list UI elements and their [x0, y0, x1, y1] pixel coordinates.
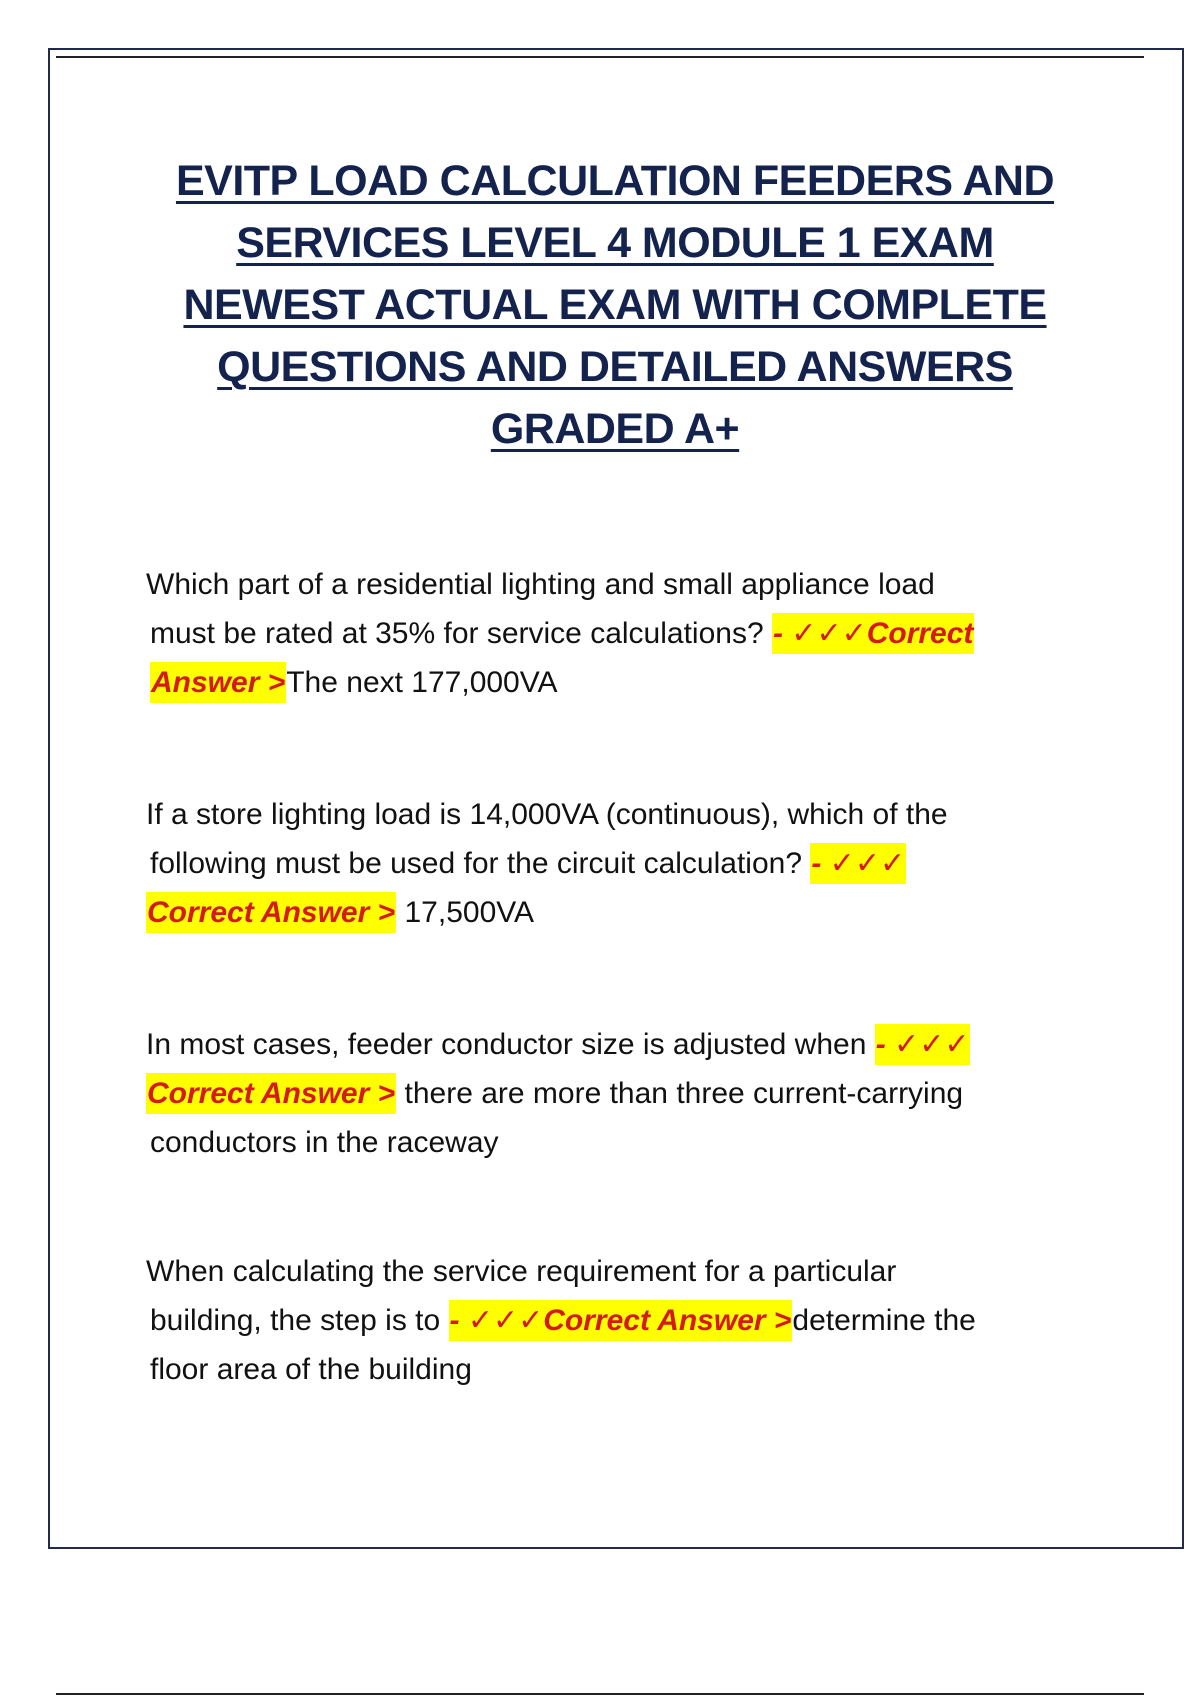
question-4-line-3: floor area of the building — [150, 1353, 472, 1386]
correct-answer-marker: - ✓✓✓ — [875, 1024, 971, 1065]
answer-2-text: 17,500VA — [404, 896, 535, 929]
title-line-2: SERVICES LEVEL 4 MODULE 1 EXAM — [236, 219, 994, 267]
question-4-line-2 — [146, 1296, 1066, 1345]
document-title — [150, 150, 1080, 460]
question-3 — [146, 1020, 1066, 1167]
question-3-text: In most cases, feeder conductor size is adjusted when — [146, 1028, 867, 1061]
question-1-line-1: Which part of a residential lighting and small appliance load — [146, 568, 935, 601]
question-2 — [146, 790, 1066, 937]
question-1-line-3 — [146, 658, 1066, 707]
correct-answer-marker: - ✓✓✓Correct — [772, 613, 974, 654]
title-line-4: QUESTIONS AND DETAILED ANSWERS — [217, 343, 1013, 391]
question-3-line-3: conductors in the raceway — [150, 1126, 499, 1159]
title-line-5: GRADED A+ — [490, 405, 740, 453]
bottom-rule — [56, 1693, 1144, 1695]
correct-answer-marker: Correct Answer > — [146, 892, 396, 933]
question-2-line-2 — [146, 839, 1066, 888]
question-1-line-2 — [146, 609, 1066, 658]
question-3-line-1 — [146, 1020, 1066, 1069]
question-2-line-3 — [146, 888, 1066, 937]
correct-answer-marker: - ✓✓✓Correct Answer > — [449, 1300, 793, 1341]
question-4-text: building, the step is to — [150, 1304, 441, 1337]
title-line-3: NEWEST ACTUAL EXAM WITH COMPLETE — [183, 281, 1047, 329]
answer-1-text: The next 177,000VA — [286, 666, 558, 699]
title-line-1: EVITP LOAD CALCULATION FEEDERS AND — [175, 157, 1055, 205]
correct-answer-marker: Correct Answer > — [146, 1073, 396, 1114]
question-4 — [146, 1247, 1066, 1394]
question-4-line-1: When calculating the service requirement for a particular — [146, 1255, 897, 1288]
question-1 — [146, 560, 1066, 707]
answer-3-text: there are more than three current-carrying — [404, 1077, 964, 1110]
question-3-line-2 — [146, 1069, 1066, 1118]
correct-answer-marker: Answer > — [150, 662, 286, 703]
correct-answer-marker: - ✓✓✓ — [810, 843, 906, 884]
answer-4-text: determine the — [792, 1304, 976, 1337]
question-1-text: must be rated at 35% for service calculations? — [150, 617, 764, 650]
question-2-text: following must be used for the circuit calculation? — [150, 847, 803, 880]
question-2-line-1: If a store lighting load is 14,000VA (continuous), which of the — [146, 798, 948, 831]
